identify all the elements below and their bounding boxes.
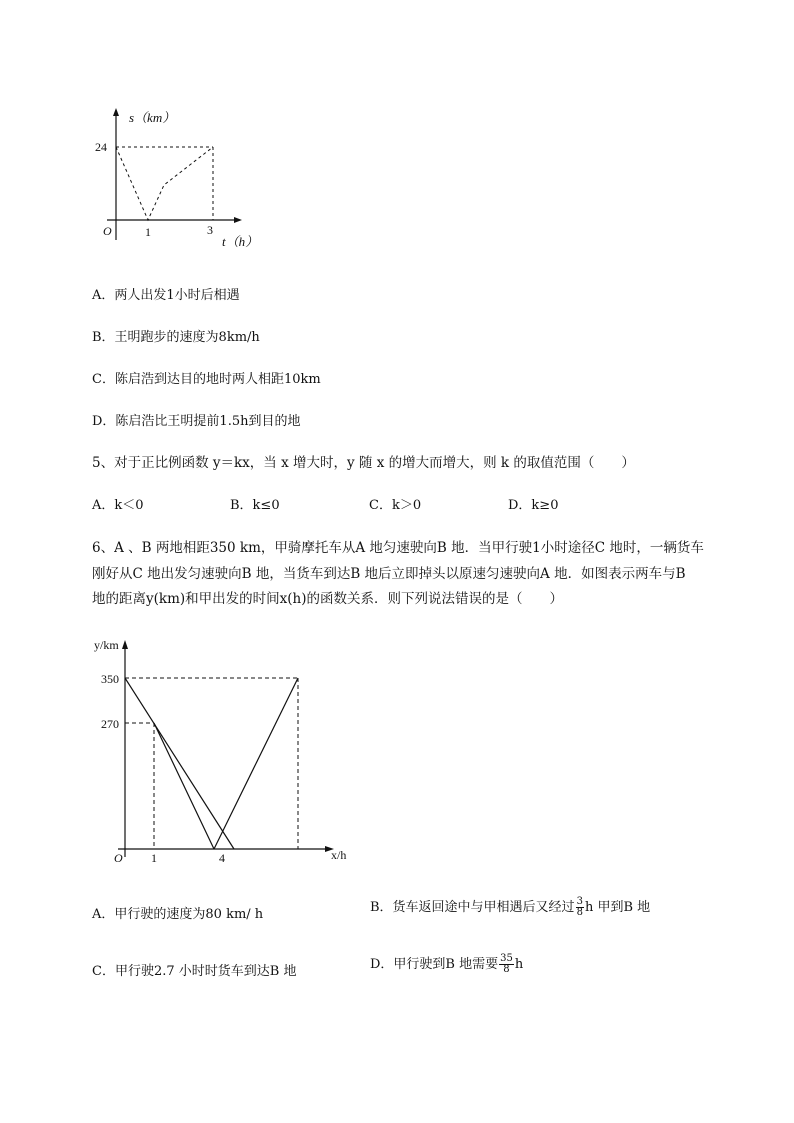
q5-stem: 5、对于正比例函数 y＝kx，当 x 增大时，y 随 x 的增大而增大，则 k 的取值范围（ ） bbox=[92, 455, 635, 471]
q4-option-d: D．陈启浩比王明提前1.5h到目的地 bbox=[92, 414, 301, 429]
graph1-x-tick-1: 1 bbox=[145, 225, 151, 239]
graph2-x-tick-4: 4 bbox=[219, 851, 225, 865]
fraction-numerator: 3 bbox=[576, 896, 583, 907]
line-truck-outbound bbox=[154, 723, 214, 849]
q6-option-b-suffix: h 甲到B 地 bbox=[584, 900, 651, 915]
graph2-x-label: x/h bbox=[331, 848, 347, 862]
graph1-x-tick-3: 3 bbox=[207, 223, 213, 237]
q4-option-b: B．王明跑步的速度为8km/h bbox=[92, 330, 260, 345]
fraction-denominator: 8 bbox=[503, 964, 510, 975]
graph2-origin: O bbox=[114, 851, 123, 865]
graph1-y-label: s（km） bbox=[129, 110, 176, 125]
x-axis-arrow bbox=[234, 217, 242, 223]
q6-stem-line-1: 6、A 、B 两地相距350 km，甲骑摩托车从A 地匀速驶向B 地．当甲行驶1小时途径C 地时，一辆货车 bbox=[92, 540, 704, 556]
graph1-origin: O bbox=[103, 224, 112, 238]
q6-option-d-suffix: h bbox=[514, 957, 524, 972]
y-axis-arrow bbox=[113, 108, 119, 116]
q6-stem-line-2: 刚好从C 地出发匀速驶向B 地，当货车到达B 地后立即掉头以原速匀速驶向A 地．如图表示两车与B bbox=[92, 566, 686, 582]
graph1-y-tick-24: 24 bbox=[95, 140, 107, 154]
graph2-y-tick-350: 350 bbox=[101, 672, 119, 686]
fraction-3-8 bbox=[576, 897, 584, 918]
q4-option-c: C．陈启浩到达目的地时两人相距10km bbox=[92, 372, 321, 387]
q6-option-d-prefix: D．甲行驶到B 地需要 bbox=[370, 957, 499, 972]
q4-option-a: A．两人出发1小时后相遇 bbox=[92, 288, 240, 303]
y-axis-arrow bbox=[122, 640, 128, 649]
line-truck-return bbox=[214, 678, 298, 849]
q5-option-d: D．k≥0 bbox=[508, 498, 559, 513]
graph-distance-time-1 bbox=[85, 100, 285, 255]
fraction-35-8 bbox=[499, 954, 514, 975]
q6-option-b bbox=[370, 896, 650, 918]
graph2-y-label: y/km bbox=[94, 638, 119, 652]
graph2-x-tick-1: 1 bbox=[151, 851, 157, 865]
q5-option-c: C．k＞0 bbox=[369, 498, 422, 513]
q5-option-a: A．k＜0 bbox=[92, 498, 144, 513]
q6-option-c: C．甲行驶2.7 小时时货车到达B 地 bbox=[92, 964, 297, 979]
q5-option-b: B．k≤0 bbox=[230, 498, 280, 513]
fraction-numerator: 35 bbox=[500, 953, 513, 964]
q6-option-b-prefix: B．货车返回途中与甲相遇后又经过 bbox=[370, 900, 575, 915]
graph1-x-label: t（h） bbox=[222, 234, 259, 249]
q6-stem-line-3: 地的距离y(km)和甲出发的时间x(h)的函数关系．则下列说法错误的是（ ） bbox=[92, 591, 563, 607]
graph-distance-time-2 bbox=[90, 632, 360, 867]
fraction-denominator: 8 bbox=[576, 907, 583, 918]
path-person-1 bbox=[116, 147, 213, 220]
graph2-y-tick-270: 270 bbox=[101, 717, 119, 731]
q6-option-d bbox=[370, 953, 523, 975]
q6-option-a: A．甲行驶的速度为80 km/ h bbox=[92, 907, 264, 922]
line-jia bbox=[125, 678, 234, 849]
